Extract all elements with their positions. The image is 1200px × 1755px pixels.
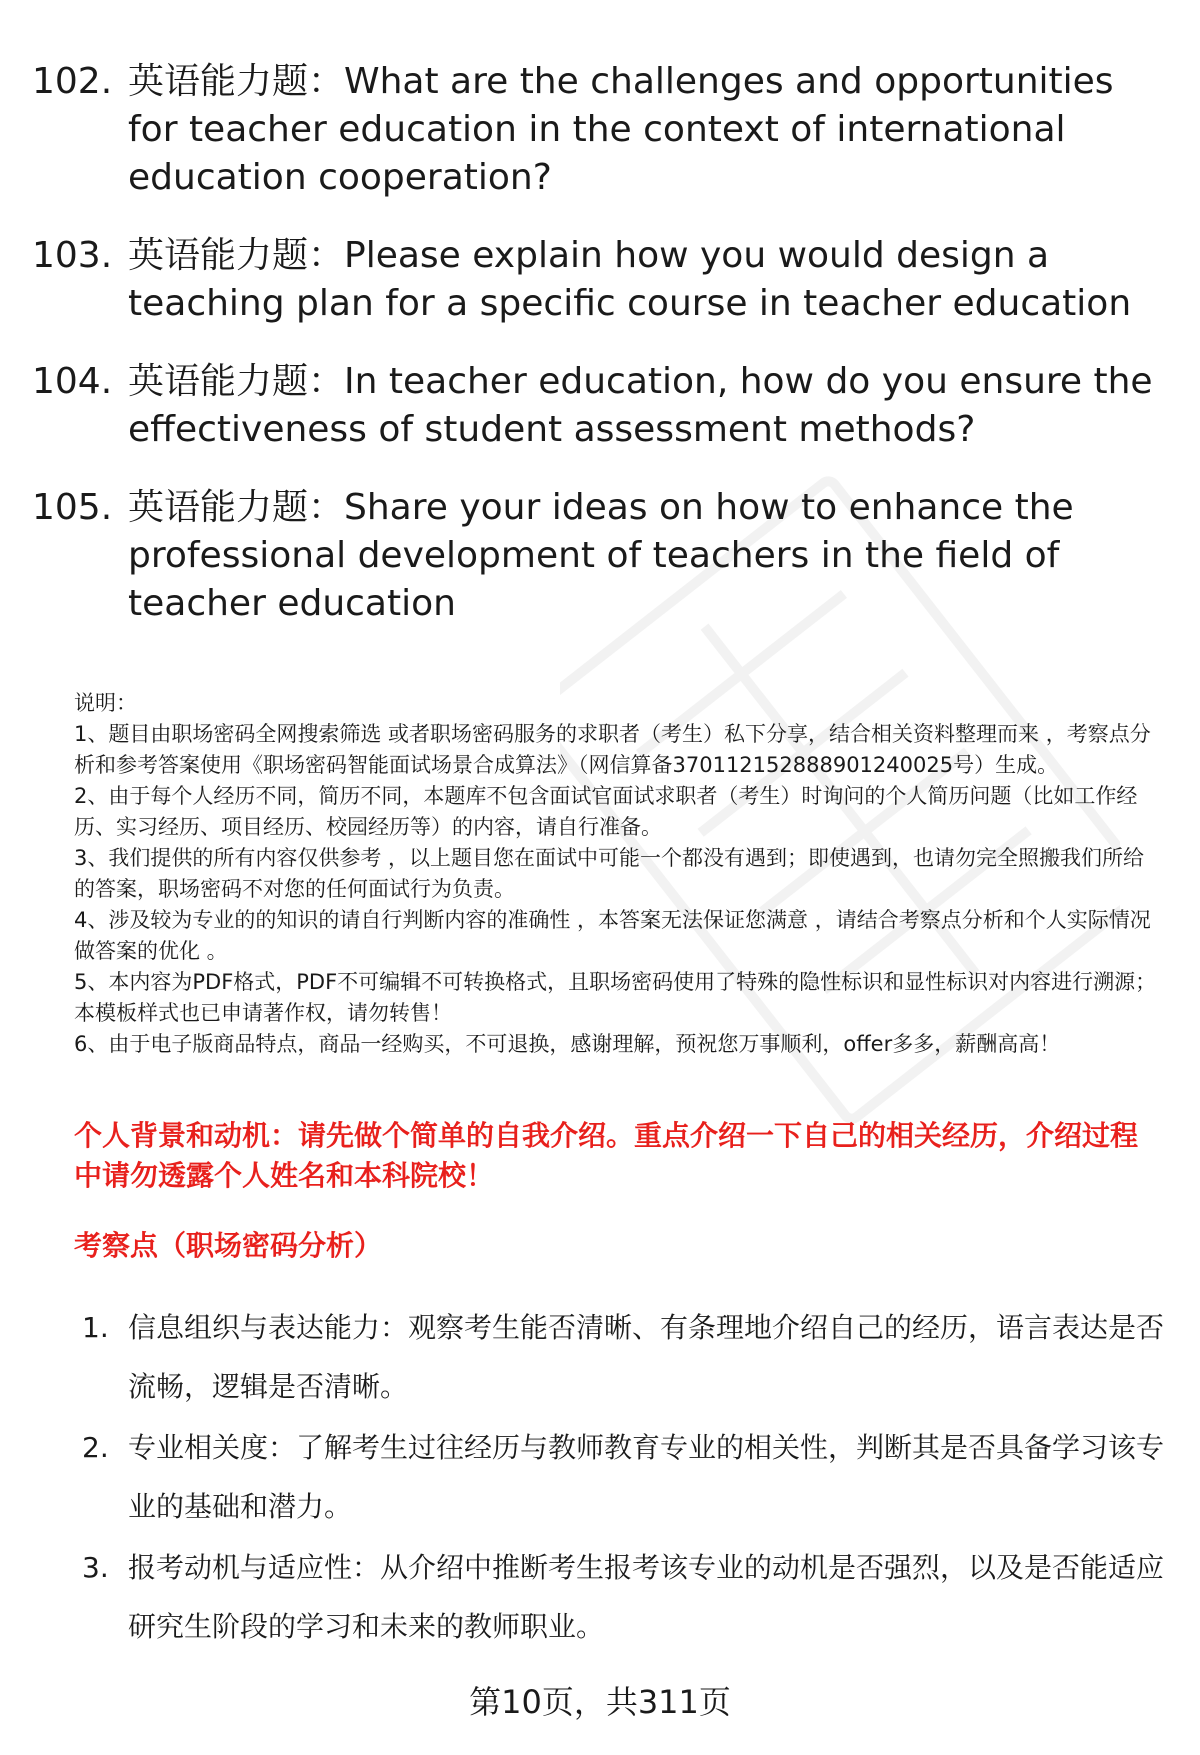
question-number: 105. [32, 487, 113, 528]
disclaimer-notes [74, 688, 1164, 1060]
point-text: 专业相关度：了解考生过往经历与教师教育专业的相关性，判断其是否具备学习该专业的基础和潜力。 [128, 1431, 1165, 1523]
interview-question-heading: 个人背景和动机：请先做个简单的自我介绍。重点介绍一下自己的相关经历，介绍过程中请勿透露个人姓名和本科院校！ [74, 1119, 1139, 1192]
question-item [32, 484, 1172, 628]
note-item: 1、题目由职场密码全网搜索筛选 或者职场密码服务的求职者（考生）私下分享，结合相关资料整理而来 ，考察点分析和参考答案使用《职场密码智能面试场景合成算法》（网信算备370112152888901240025号）生成。 [74, 722, 1151, 777]
note-item: 2、由于每个人经历不同，简历不同，本题库不包含面试官面试求职者（考生）时询问的个人简历问题（比如工作经历、实习经历、项目经历、校园经历等）的内容，请自行准备。 [74, 784, 1138, 839]
point-text: 报考动机与适应性：从介绍中推断考生报考该专业的动机是否强烈，以及是否能适应研究生阶段的学习和未来的教师职业。 [128, 1551, 1165, 1643]
question-number: 104. [32, 361, 113, 402]
question-text: 英语能力题：Please explain how you would design a teaching plan for a specific course in teacher education [128, 235, 1132, 324]
analysis-point [82, 1298, 1172, 1416]
note-item: 4、涉及较为专业的的知识的请自行判断内容的准确性 ，本答案无法保证您满意 ，请结合考察点分析和个人实际情况做答案的优化 。 [74, 908, 1151, 963]
question-text: 英语能力题：What are the challenges and opportunities for teacher education in the context of international education cooperation? [128, 61, 1114, 198]
page-number: 第10页，共311页 [469, 1683, 731, 1721]
question-text: 英语能力题：In teacher education, how do you ensure the effectiveness of student assessment methods? [128, 361, 1153, 450]
analysis-point [82, 1538, 1172, 1656]
analysis-point-list [82, 1298, 1172, 1658]
point-number: 1. [82, 1311, 109, 1344]
note-item: 3、我们提供的所有内容仅供参考 ，以上题目您在面试中可能一个都没有遇到；即使遇到，也请勿完全照搬我们所给的答案，职场密码不对您的任何面试行为负责。 [74, 846, 1145, 901]
point-number: 2. [82, 1431, 109, 1464]
notes-title: 说明： [74, 691, 137, 715]
note-item: 5、本内容为PDF格式，PDF不可编辑不可转换格式，且职场密码使用了特殊的隐性标识和显性标识对内容进行溯源；本模板样式也已申请著作权，请勿转售！ [74, 970, 1157, 1025]
analysis-point [82, 1418, 1172, 1536]
question-list [32, 58, 1172, 658]
point-number: 3. [82, 1551, 109, 1584]
point-text: 信息组织与表达能力：观察考生能否清晰、有条理地介绍自己的经历，语言表达是否流畅，逻辑是否清晰。 [128, 1311, 1165, 1403]
question-item [32, 358, 1172, 454]
question-item [32, 58, 1172, 202]
question-number: 103. [32, 235, 113, 276]
question-number: 102. [32, 61, 113, 102]
question-text: 英语能力题：Share your ideas on how to enhance the professional development of teachers in the field of teacher education [128, 487, 1074, 624]
note-item: 6、由于电子版商品特点，商品一经购买，不可退换，感谢理解，预祝您万事顺利，offer多多，薪酬高高！ [74, 1032, 1061, 1056]
question-item [32, 232, 1172, 328]
analysis-heading: 考察点（职场密码分析） [74, 1229, 383, 1262]
